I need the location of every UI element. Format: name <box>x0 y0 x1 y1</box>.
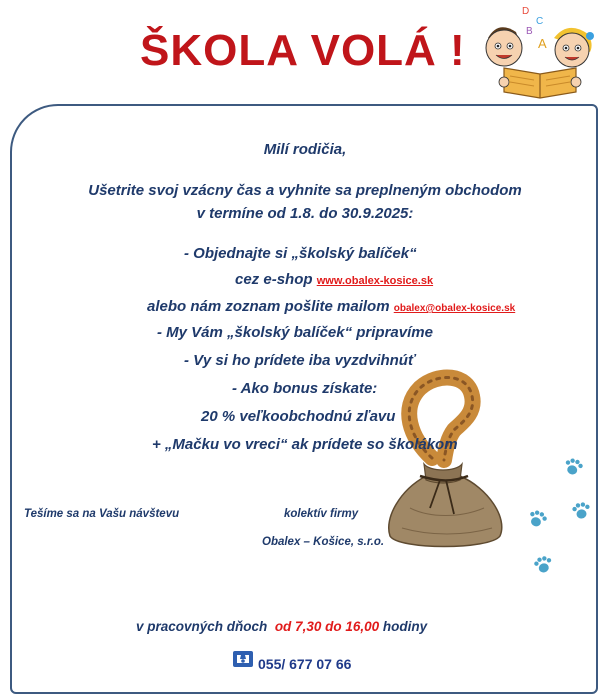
page-title: ŠKOLA VOLÁ ! <box>140 26 466 75</box>
hours-value: od 7,30 do 16,00 <box>274 619 380 634</box>
list-item-pickup: - Vy si ho prídete iba vyzdvihnúť <box>184 352 416 369</box>
phone-icon <box>232 648 254 670</box>
letter-b: B <box>526 26 533 37</box>
phone-number[interactable]: 055/ 677 07 66 <box>258 656 352 672</box>
bonus-cat-in-bag: + „Mačku vo vreci“ ak prídete so školákom <box>152 436 458 453</box>
list-item-bonus: - Ako bonus získate: <box>232 380 378 397</box>
hours-prefix: v pracovných dňoch <box>136 619 268 634</box>
kids-reading-illustration <box>474 2 606 102</box>
hours-suffix: hodiny <box>382 619 428 634</box>
list-item-order: - Objednajte si „školský balíček“ <box>184 245 417 262</box>
list-item-eshop-line <box>235 271 433 288</box>
eshop-link[interactable]: www.obalex-kosice.sk <box>316 275 434 287</box>
email-prefix: alebo nám zoznam pošlite mailom <box>147 298 390 315</box>
intro-line-1: Ušetrite svoj vzácny čas a vyhnite sa preplneným obchodom <box>88 182 522 199</box>
opening-hours <box>136 619 427 634</box>
email-link[interactable]: obalex@obalex-kosice.sk <box>393 303 516 314</box>
greeting: Milí rodičia, <box>263 141 347 158</box>
bonus-discount: 20 % veľkoobchodnú zľavu <box>201 408 396 425</box>
letter-a: A <box>538 36 547 51</box>
list-item-email-line <box>147 298 515 315</box>
list-item-prepare: - My Vám „školský balíček“ pripravíme <box>157 324 433 341</box>
team-text: kolektív firmy <box>284 508 359 520</box>
company-name: Obalex – Košice, s.r.o. <box>262 536 385 548</box>
eshop-prefix: cez e-shop <box>235 271 313 288</box>
welcome-text: Tešíme sa na Vašu návštevu <box>24 508 180 520</box>
intro-line-2: v termíne od 1.8. do 30.9.2025: <box>196 205 414 222</box>
cat-in-sack-illustration <box>380 368 510 550</box>
letter-c: C <box>536 16 544 27</box>
paw-print-icon <box>568 498 593 523</box>
letter-d: D <box>522 6 530 17</box>
